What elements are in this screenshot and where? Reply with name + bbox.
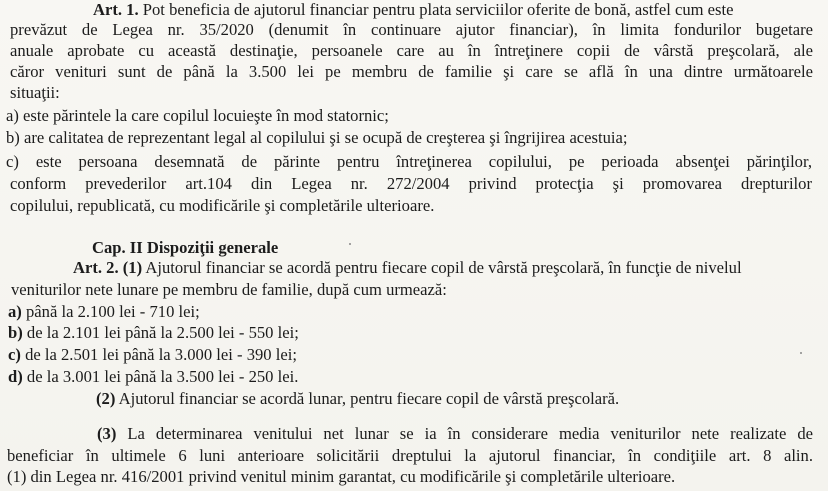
art1-item-b: b) are calitatea de reprezentant legal al copilului şi se ocupă de creşterea şi îngrijirea acestuia;: [6, 128, 628, 147]
art1-item-c-line-2: [10, 174, 812, 194]
tier-item: [8, 367, 298, 387]
art1-line-1: [93, 0, 810, 20]
art2-para1-number: (1): [122, 258, 143, 277]
art1-line-2: [10, 20, 813, 40]
tier-item: [8, 323, 299, 343]
art1-heading: Art. 1.: [93, 0, 139, 19]
tier-text: de la 2.501 lei până la 3.000 lei - 390 lei;: [25, 345, 297, 364]
scan-speck: [800, 352, 802, 354]
art1-item-c-line-2-text: conform prevederilor art.104 din Legea nr. 272/2004 privind protecţia şi promovarea drepturilor: [10, 174, 812, 193]
tier-letter: c): [8, 345, 21, 364]
art2-para3-line-2-text: beneficiar în ultimele 6 luni anterioare solicitării dreptului la ajutorul financiar, în condiţiile art. 8 alin.: [7, 446, 813, 465]
tier-letter: d): [8, 367, 23, 386]
art2-para3-line-1-text: La determinarea venitului net lunar se ia în considerare media veniturilor nete realizate de: [127, 424, 813, 443]
art2-para3-line-3: (1) din Legea nr. 416/2001 privind venitul minim garantat, cu modificările şi completările ulterioare.: [7, 467, 676, 486]
tier-item: [8, 302, 200, 322]
art2-para1-line-1: [73, 258, 742, 278]
chapter-title: Cap. II Dispoziţii generale: [92, 238, 279, 257]
art2-para3-number: (3): [97, 424, 117, 443]
art1-line-1-text: Pot beneficia de ajutorul financiar pentru plata serviciilor oferite de bonă, astfel cum este: [142, 0, 734, 19]
art1-line-3-text: anuale aprobate cu această destinaţie, persoanele care au în întreţinere copii de vârstă preşcolară, ale: [10, 41, 813, 60]
art2-heading: Art. 2.: [73, 258, 119, 277]
art1-line-2-text: prevăzut de Legea nr. 35/2020 (denumit în continuare ajutor financiar), în limita fondurilor bugetare: [10, 20, 813, 39]
art2-para3-line-2: [7, 446, 813, 466]
tier-letter: b): [8, 323, 23, 342]
art2-para2-number: (2): [96, 389, 116, 408]
art1-line-3: [10, 41, 813, 61]
art1-line-4-text: căror venituri sunt de până la 3.500 lei pe membru de familie şi care se află în una dintre următoarele: [10, 62, 813, 81]
art2-para1-line-2: veniturilor nete lunare pe membru de familie, după cum urmează:: [11, 280, 447, 299]
art2-para3-line-1-wrap: [97, 424, 813, 444]
art1-line-5: situaţii:: [10, 83, 60, 102]
scan-speck: [349, 243, 351, 245]
art2-para2: [96, 389, 619, 409]
art1-item-c-line-3: copilului, republicată, cu modificările şi completările ulterioare.: [10, 196, 435, 215]
art1-item-c-line-1-text: c) este persoana desemnată de părinte pentru întreţinerea copilului, pe perioada absenţei părinţilor,: [6, 152, 812, 171]
art1-line-4: [10, 62, 813, 82]
tier-text: de la 2.101 lei până la 2.500 lei - 550 lei;: [26, 323, 299, 342]
art1-item-c-line-1: [6, 152, 812, 172]
art1-item-a: a) este părintele la care copilul locuieşte în mod statornic;: [6, 106, 389, 125]
tier-item: [8, 345, 297, 365]
tier-text: de la 3.001 lei până la 3.500 lei - 250 lei.: [26, 367, 299, 386]
art2-para1-line-1-text: Ajutorul financiar se acordă pentru fiecare copil de vârstă preşcolară, în funcţie de nivelul: [145, 258, 742, 277]
art2-para2-text: Ajutorul financiar se acordă lunar, pentru fiecare copil de vârstă preşcolară.: [118, 389, 620, 408]
art2-para3-line-1: [97, 424, 813, 444]
tier-letter: a): [8, 302, 22, 321]
tier-text: până la 2.100 lei - 710 lei;: [25, 302, 200, 321]
